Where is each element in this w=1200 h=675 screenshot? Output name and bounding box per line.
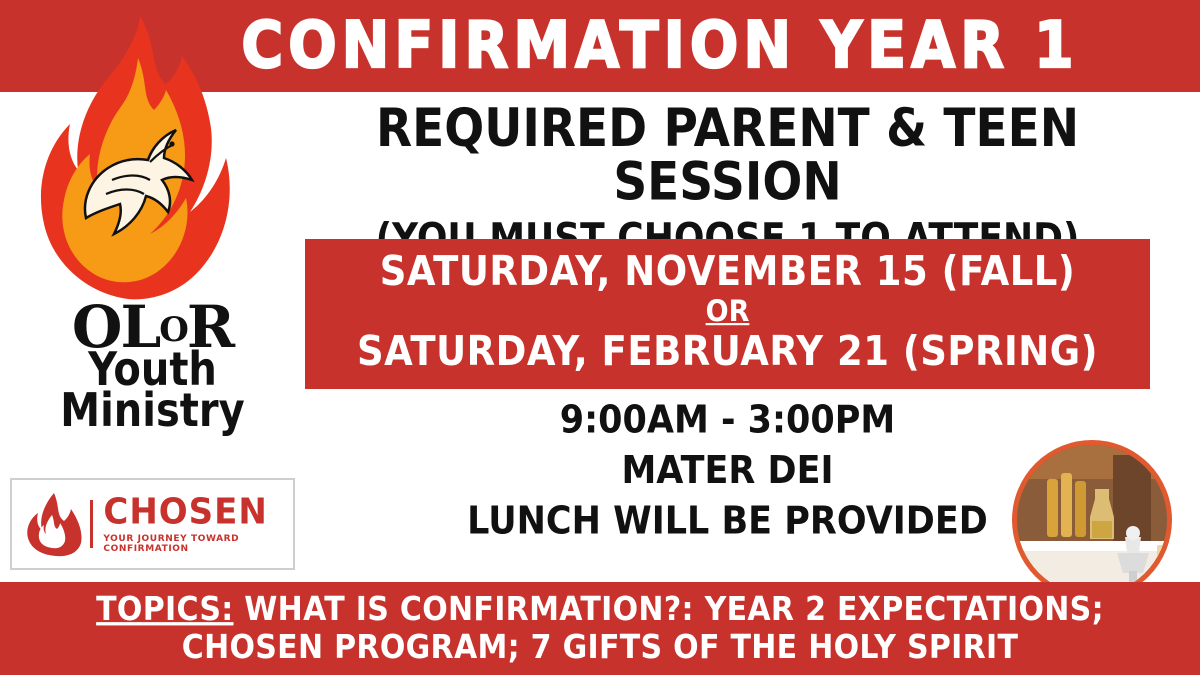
olor-youth-ministry-logo: [45, 293, 260, 480]
chosen-subtitle: YOUR JOURNEY TOWARD CONFIRMATION: [103, 533, 240, 554]
page-title: CONFIRMATION YEAR 1: [241, 8, 1079, 83]
olor-r: R: [186, 293, 234, 361]
event-lunch-note: LUNCH WILL BE PROVIDED: [467, 499, 988, 544]
olor-o-small: O: [159, 310, 187, 350]
topics-banner: [0, 582, 1200, 675]
olor-line-3: Ministry: [60, 384, 245, 438]
flame-dove-icon: [30, 12, 250, 302]
date-option-spring: SATURDAY, FEBRUARY 21 (SPRING): [356, 327, 1099, 376]
topics-label: TOPICS:: [96, 590, 234, 629]
topics-line-1: [96, 589, 1104, 630]
chosen-divider: [90, 500, 93, 548]
olor-line-2: Youth: [88, 343, 217, 397]
chosen-flame-icon: [22, 491, 86, 557]
date-option-fall: SATURDAY, NOVEMBER 15 (FALL): [379, 247, 1076, 296]
chosen-logo-box: [10, 478, 295, 570]
date-or-label: OR: [705, 294, 750, 329]
topics-line-2: CHOSEN PROGRAM; 7 GIFTS OF THE HOLY SPIRIT: [181, 627, 1019, 667]
chosen-title: CHOSEN: [103, 490, 268, 533]
chalice-altar-photo: [1012, 440, 1172, 600]
session-headline: REQUIRED PARENT & TEEN SESSION: [375, 97, 1080, 214]
event-time: 9:00AM - 3:00PM: [559, 398, 896, 443]
olor-ol: OL: [71, 293, 160, 361]
topics-line-1-text: WHAT IS CONFIRMATION?: YEAR 2 EXPECTATIONS;: [233, 590, 1104, 629]
event-location: MATER DEI: [621, 449, 834, 494]
date-options-block: [305, 239, 1150, 389]
